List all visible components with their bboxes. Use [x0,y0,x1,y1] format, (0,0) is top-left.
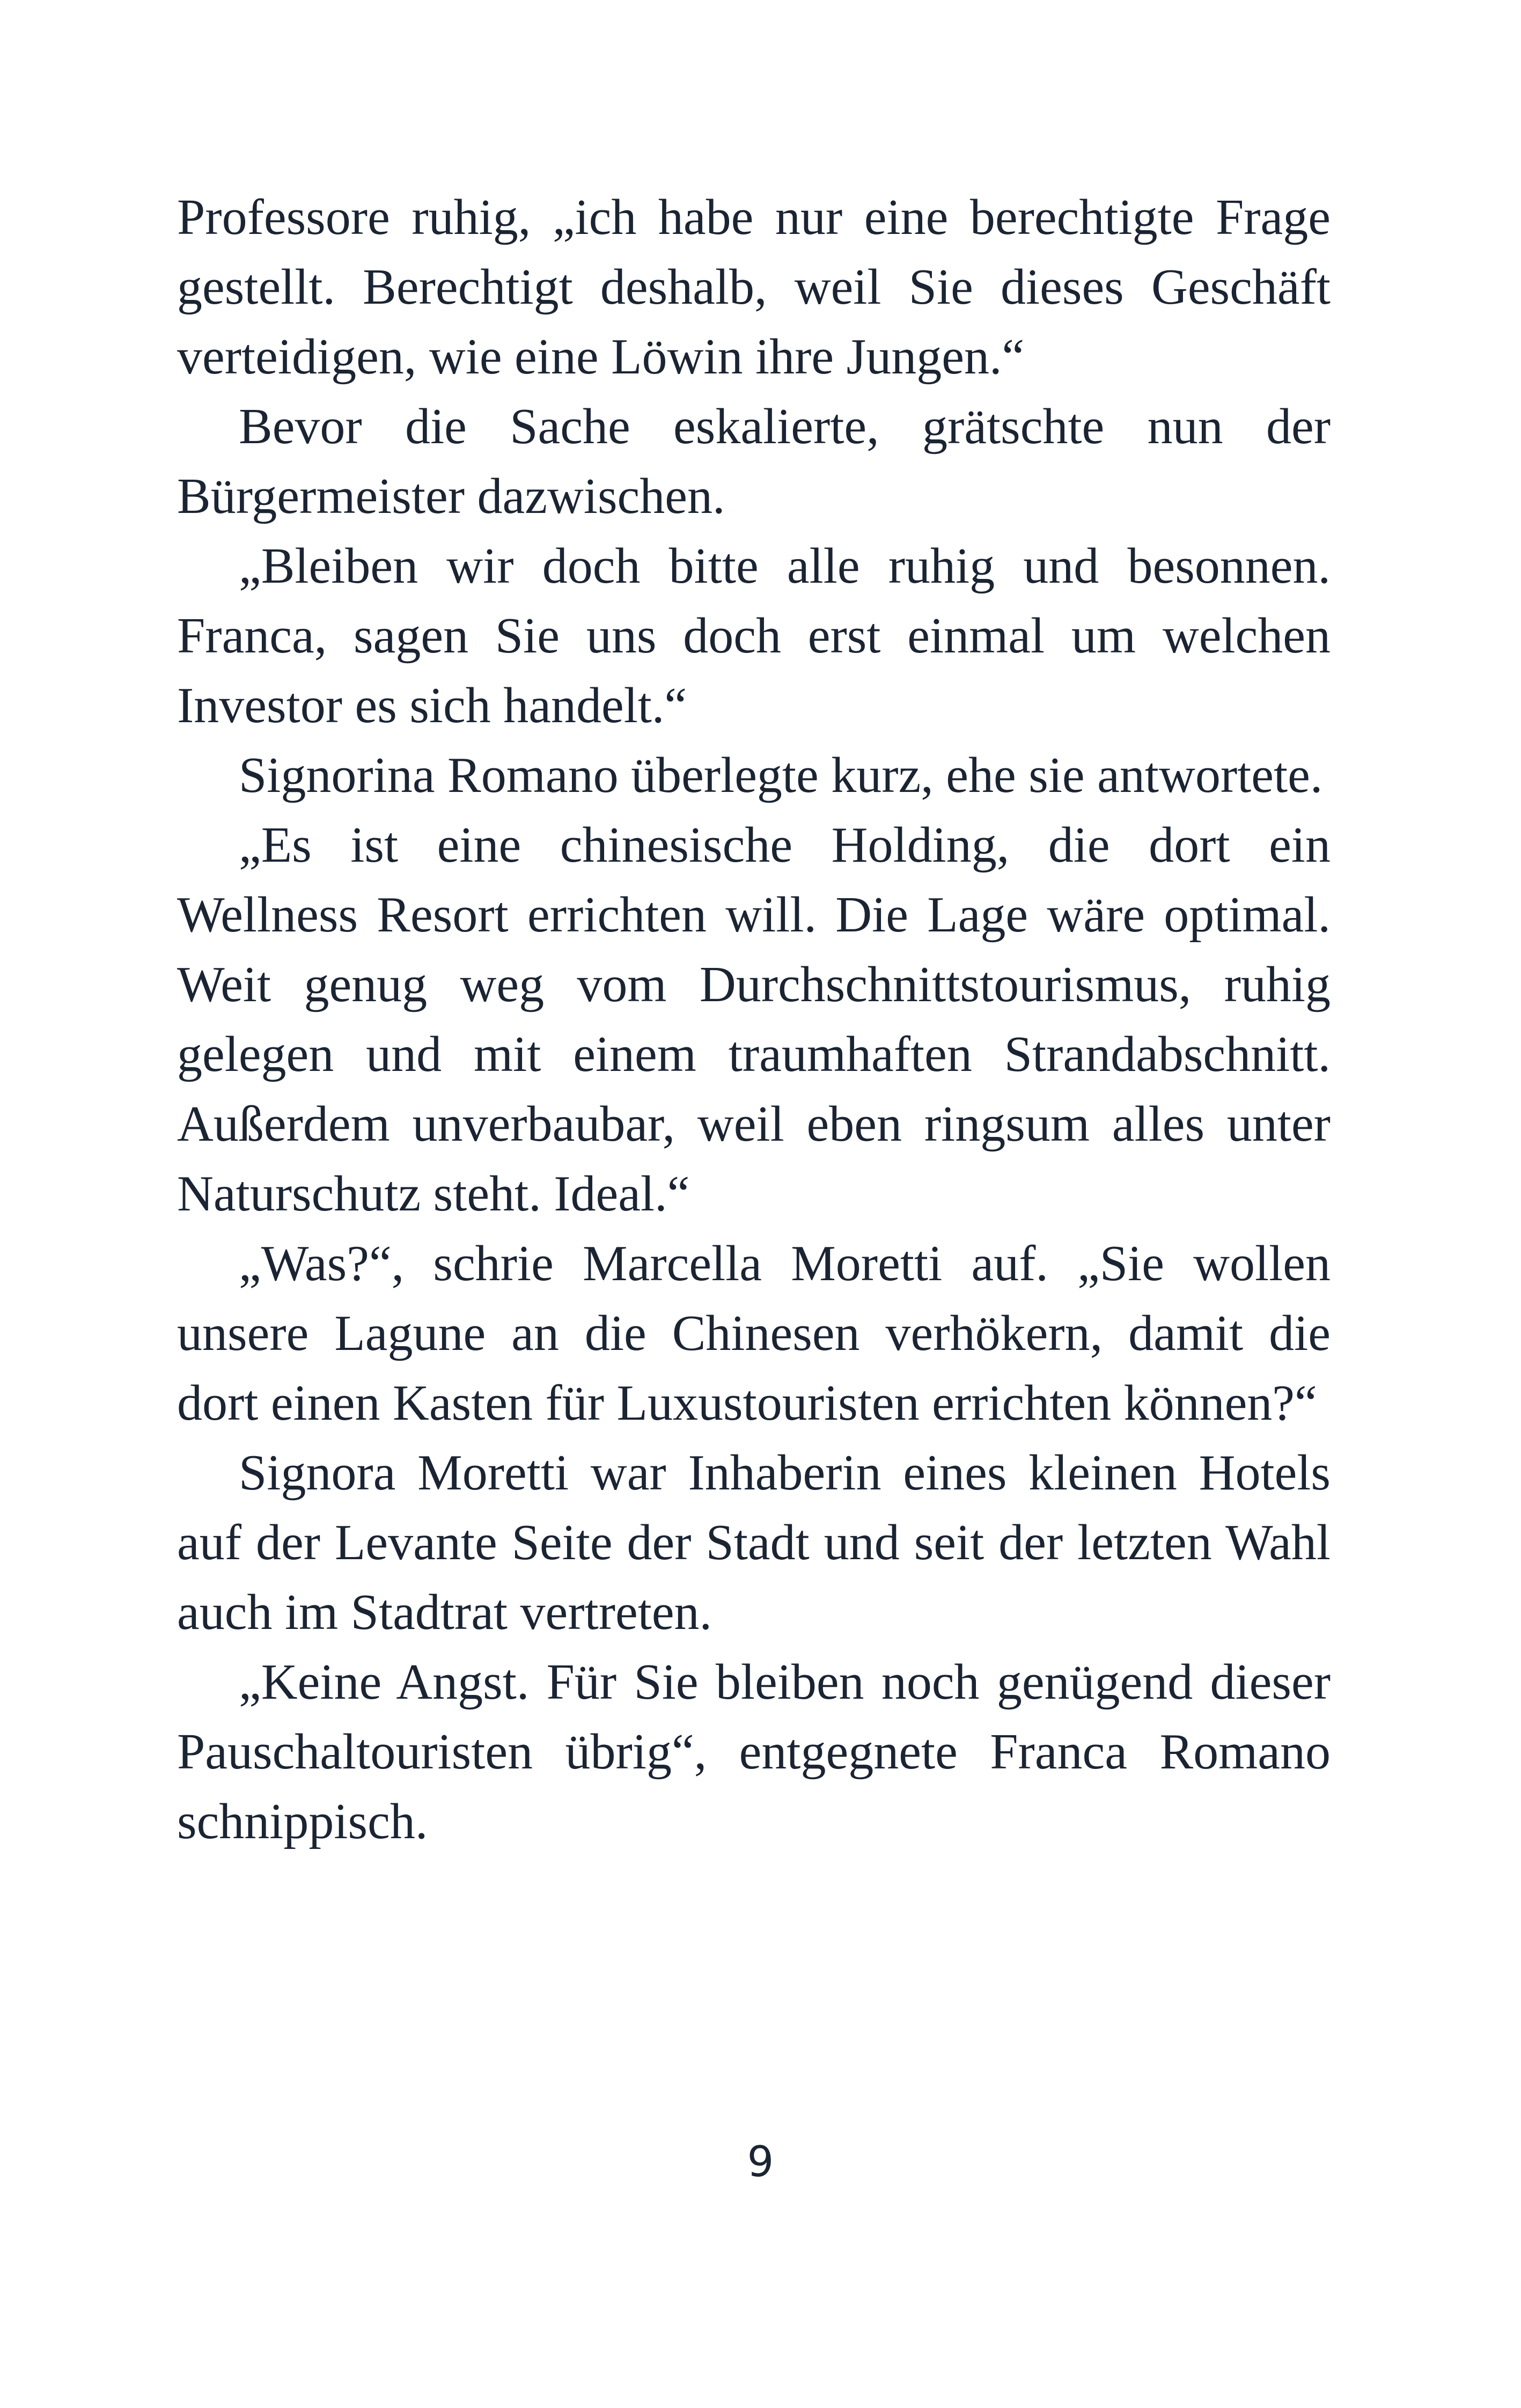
paragraph-4: Signorina Romano überlegte kurz, ehe sie antwortete. [239,747,1323,803]
page-number: 9 [747,2138,774,2186]
paragraph-3: „Bleiben wir doch bitte alle ruhig und besonnen. Franca, sagen Sie uns doch erst einmal um welchen Investor es sich handelt.“ [177,538,1331,733]
paragraph-7: Signora Moretti war Inhaberin eines kleinen Hotels auf der Levante Seite der Stadt und seit der letzten Wahl auch im Stadtrat vertreten. [177,1445,1331,1640]
paragraph-5: „Es ist eine chinesische Holding, die dort ein Wellness Resort errichten will. Die Lage wäre optimal. Weit genug weg vom Durchschnittstourismus, ruhig gelegen und mit einem traumhaften Strandabschnitt. Außerdem unverbaubar, weil eben ringsum alles unter Naturschutz steht. Ideal.“ [177,817,1331,1222]
paragraph-1: Professore ruhig, „ich habe nur eine berechtigte Frage gestellt. Berechtigt deshalb, weil Sie dieses Geschäft verteidigen, wie eine Löwin ihre Jungen.“ [177,189,1331,385]
body-text [177,182,1331,1856]
paragraph-6: „Was?“, schrie Marcella Moretti auf. „Sie wollen unsere Lagune an die Chinesen verhökern, damit die dort einen Kasten für Luxustouristen errichten können?“ [177,1236,1331,1431]
paragraph-8: „Keine Angst. Für Sie bleiben noch genügend dieser Pauschaltouristen übrig“, entgegnete Franca Romano schnippisch. [177,1654,1331,1849]
paragraph-2: Bevor die Sache eskalierte, grätschte nun der Bürgermeister dazwischen. [177,399,1331,524]
